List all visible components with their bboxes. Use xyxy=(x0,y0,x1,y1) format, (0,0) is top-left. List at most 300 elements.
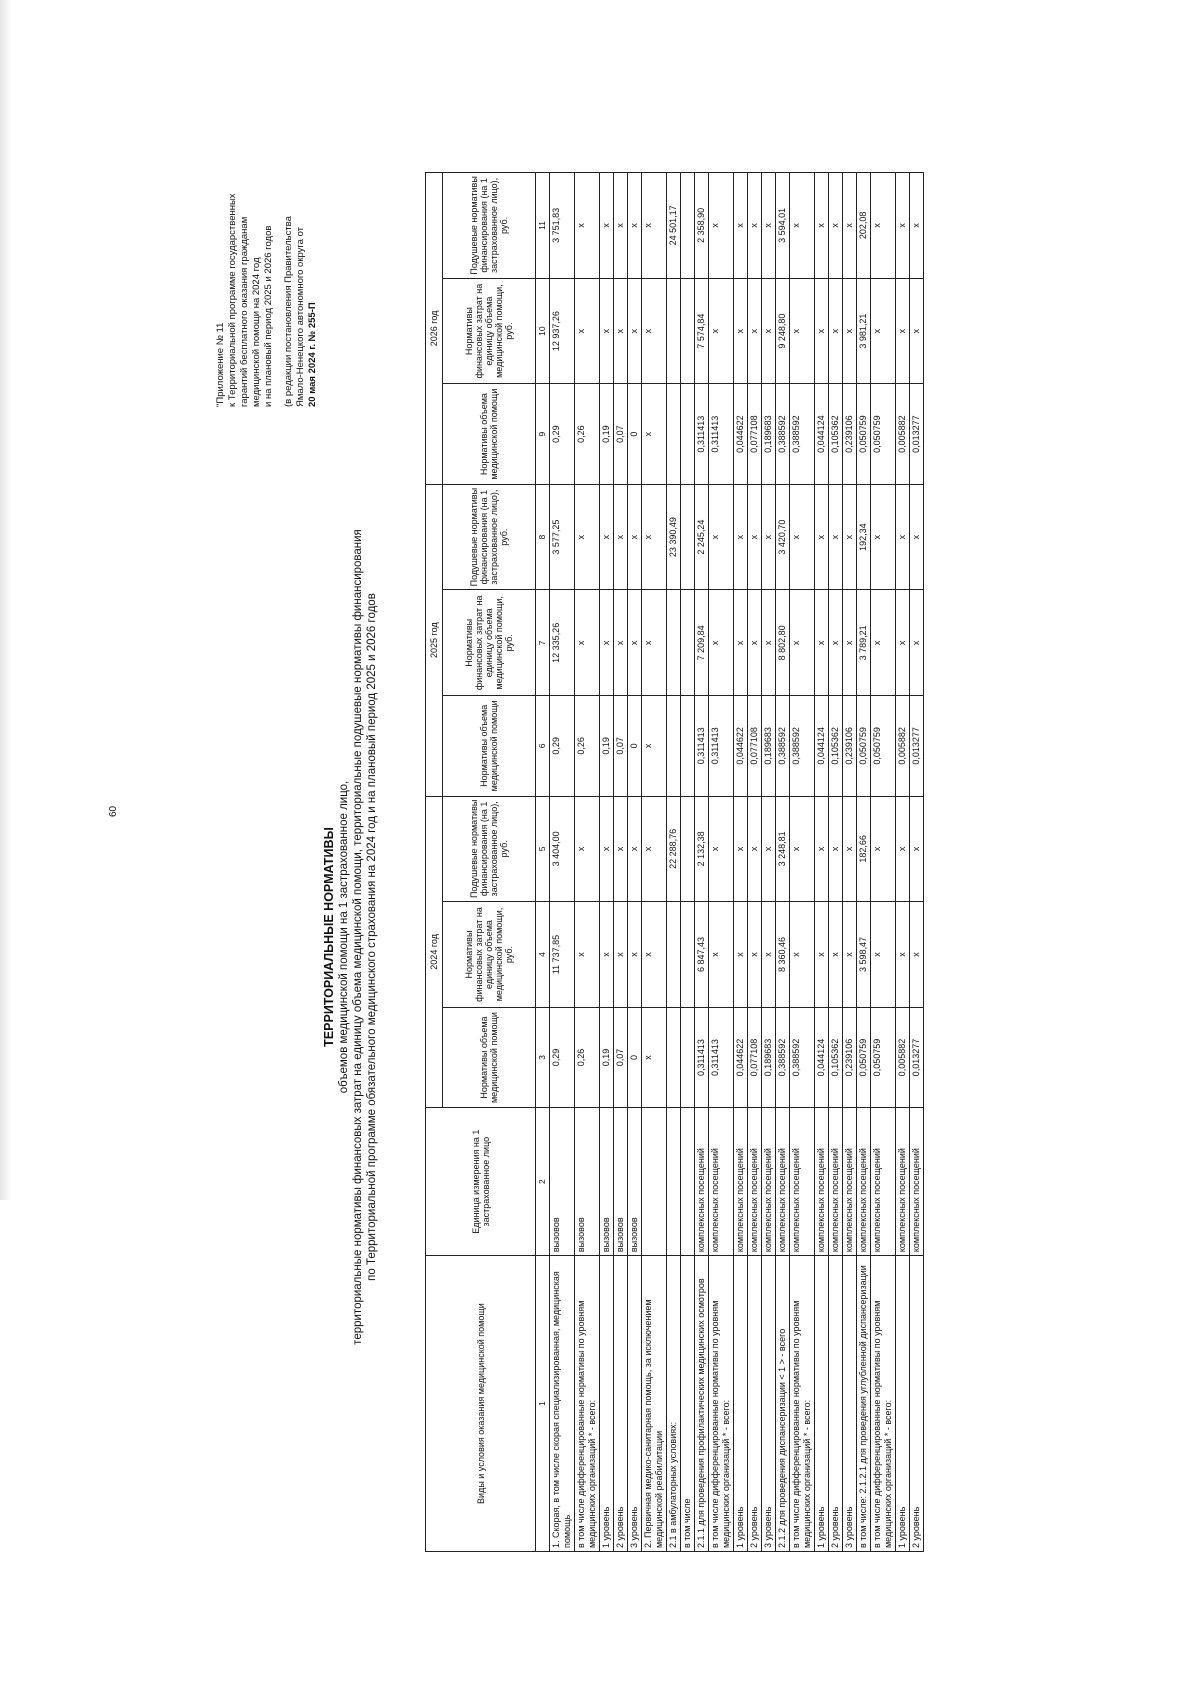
value-cell xyxy=(667,590,681,696)
value-cell: 0,050759 xyxy=(857,384,871,484)
value-cell: 0,26 xyxy=(575,696,600,796)
value-cell xyxy=(681,696,695,796)
value-cell: х xyxy=(910,484,924,590)
value-cell: х xyxy=(600,173,614,279)
value-cell: х xyxy=(614,484,628,590)
value-cell: х xyxy=(843,278,857,384)
row-label-cell: 3 уровень xyxy=(843,1256,857,1552)
table-row xyxy=(709,173,734,1552)
appendix-line: гарантий бесплатного оказания гражданам xyxy=(239,216,250,407)
appendix-line: к Территориальной программе государственных xyxy=(227,193,238,407)
header-year: 2025 год xyxy=(426,484,443,796)
value-cell: 0,050759 xyxy=(857,696,871,796)
value-cell: 0,311413 xyxy=(695,384,709,484)
unit-cell: комплексных посещений xyxy=(843,1108,857,1256)
value-cell: 0,005882 xyxy=(896,1007,910,1107)
value-cell: х xyxy=(896,278,910,384)
unit-cell: вызовов xyxy=(600,1108,614,1256)
value-cell: 0,105362 xyxy=(829,696,843,796)
value-cell: х xyxy=(762,590,776,696)
value-cell: 0,044622 xyxy=(734,384,748,484)
edition-line: (в редакции постановления Правительства xyxy=(283,216,294,407)
header-cost: Нормативы финансовых затрат на единицу объема медицинской помощи, руб. xyxy=(443,278,536,384)
value-cell: х xyxy=(829,796,843,902)
value-cell: х xyxy=(748,278,762,384)
table-row xyxy=(575,173,600,1552)
value-cell: х xyxy=(614,590,628,696)
value-cell: 182,66 xyxy=(857,796,871,902)
value-cell: х xyxy=(642,173,667,279)
header-per-capita: Подушевые нормативы финансирования (на 1 застрахованное лицо), руб. xyxy=(443,796,536,902)
table-row xyxy=(790,173,815,1552)
value-cell: х xyxy=(614,902,628,1008)
unit-cell: комплексных посещений xyxy=(857,1108,871,1256)
value-cell: х xyxy=(734,902,748,1008)
value-cell: 0,388592 xyxy=(790,384,815,484)
row-label-cell: в том числе xyxy=(681,1256,695,1552)
value-cell xyxy=(681,1007,695,1107)
header-volume: Нормативы объема медицинской помощи xyxy=(443,384,536,484)
value-cell: 0,013277 xyxy=(910,384,924,484)
value-cell: х xyxy=(614,173,628,279)
value-cell: х xyxy=(642,796,667,902)
value-cell: х xyxy=(628,902,642,1008)
row-label-cell: 2.1.1 для проведения профилактических медицинских осмотров xyxy=(695,1256,709,1552)
table-row xyxy=(600,173,614,1552)
unit-cell: комплексных посещений xyxy=(790,1108,815,1256)
value-cell: х xyxy=(790,484,815,590)
table-row xyxy=(910,173,924,1552)
row-label-cell: 2 уровень xyxy=(614,1256,628,1552)
value-cell: 0,07 xyxy=(614,1007,628,1107)
value-cell: х xyxy=(642,484,667,590)
value-cell: х xyxy=(910,796,924,902)
table-row xyxy=(871,173,896,1552)
subtitle-line: объемов медицинской помощи на 1 застрахованное лицо, xyxy=(338,780,350,1094)
value-cell: 7 574,84 xyxy=(695,278,709,384)
value-cell: 3 789,21 xyxy=(857,590,871,696)
value-cell: 0 xyxy=(628,384,642,484)
value-cell: 3 420,70 xyxy=(776,484,790,590)
unit-cell: комплексных посещений xyxy=(695,1108,709,1256)
value-cell: 0,013277 xyxy=(910,1007,924,1107)
value-cell: 0,26 xyxy=(575,1007,600,1107)
column-number: 11 xyxy=(536,173,550,279)
value-cell: х xyxy=(843,173,857,279)
value-cell: х xyxy=(790,173,815,279)
value-cell: х xyxy=(734,173,748,279)
value-cell: 0,388592 xyxy=(776,1007,790,1107)
column-numbers-row xyxy=(536,173,550,1552)
value-cell: 0,29 xyxy=(550,384,575,484)
value-cell: 0 xyxy=(628,1007,642,1107)
table-row xyxy=(667,173,681,1552)
value-cell: 2 132,38 xyxy=(695,796,709,902)
value-cell: х xyxy=(748,590,762,696)
value-cell: х xyxy=(762,484,776,590)
row-label-cell: 2.1.2 для проведения диспансеризации < 1 > - всего xyxy=(776,1256,790,1552)
table-row xyxy=(695,173,709,1552)
value-cell: х xyxy=(614,796,628,902)
value-cell xyxy=(681,173,695,279)
row-label-cell: 2. Первичная медико-санитарная помощь, за исключением медицинской реабилитации xyxy=(642,1256,667,1552)
value-cell: х xyxy=(709,796,734,902)
value-cell: 3 577,25 xyxy=(550,484,575,590)
value-cell: х xyxy=(815,796,829,902)
value-cell: 6 847,43 xyxy=(695,902,709,1008)
row-label-cell: 1 уровень xyxy=(815,1256,829,1552)
value-cell: 0,19 xyxy=(600,696,614,796)
table-row xyxy=(815,173,829,1552)
row-label-cell: 2.1 в амбулаторных условиях: xyxy=(667,1256,681,1552)
value-cell: 0,311413 xyxy=(709,696,734,796)
row-label-cell: 1 уровень xyxy=(734,1256,748,1552)
value-cell: х xyxy=(628,796,642,902)
value-cell: 8 360,46 xyxy=(776,902,790,1008)
appendix-line: медицинской помощи на 2024 год xyxy=(251,257,262,407)
header-unit: Единица измерения на 1 застрахованное лицо xyxy=(426,1108,536,1256)
value-cell: х xyxy=(829,278,843,384)
row-label-cell: 2 уровень xyxy=(910,1256,924,1552)
value-cell: 2 245,24 xyxy=(695,484,709,590)
value-cell: 12 335,26 xyxy=(550,590,575,696)
value-cell: х xyxy=(642,696,667,796)
value-cell: 3 981,21 xyxy=(857,278,871,384)
appendix-line: и на плановый период 2025 и 2026 годов xyxy=(263,225,274,407)
value-cell: х xyxy=(815,278,829,384)
value-cell: 192,34 xyxy=(857,484,871,590)
value-cell: х xyxy=(829,590,843,696)
value-cell: х xyxy=(628,484,642,590)
value-cell: х xyxy=(709,590,734,696)
value-cell: х xyxy=(600,796,614,902)
table-row xyxy=(829,173,843,1552)
column-number: 4 xyxy=(536,902,550,1008)
table-row xyxy=(843,173,857,1552)
appendix-line: "Приложение № 11 xyxy=(215,322,226,407)
table-row xyxy=(550,173,575,1552)
value-cell: 0,077108 xyxy=(748,696,762,796)
table-row xyxy=(896,173,910,1552)
page-number: 60 xyxy=(108,805,119,817)
value-cell: 0,388592 xyxy=(776,696,790,796)
value-cell: х xyxy=(600,902,614,1008)
header-cost: Нормативы финансовых затрат на единицу объема медицинской помощи, руб. xyxy=(443,590,536,696)
value-cell: х xyxy=(843,796,857,902)
value-cell: 0,044622 xyxy=(734,1007,748,1107)
value-cell: х xyxy=(748,902,762,1008)
unit-cell: комплексных посещений xyxy=(829,1108,843,1256)
row-label-cell: 3 уровень xyxy=(762,1256,776,1552)
value-cell: х xyxy=(748,484,762,590)
value-cell xyxy=(681,384,695,484)
table-row xyxy=(681,173,695,1552)
value-cell: 0,050759 xyxy=(871,1007,896,1107)
unit-cell xyxy=(667,1108,681,1256)
header-kinds: Виды и условия оказания медицинской помощи xyxy=(426,1256,536,1552)
row-label-cell: 2 уровень xyxy=(748,1256,762,1552)
value-cell: 23 390,49 xyxy=(667,484,681,590)
value-cell: х xyxy=(829,902,843,1008)
value-cell: 0,189683 xyxy=(762,696,776,796)
value-cell: 0,19 xyxy=(600,1007,614,1107)
value-cell: 0,013277 xyxy=(910,696,924,796)
value-cell: 9 248,80 xyxy=(776,278,790,384)
value-cell: х xyxy=(600,278,614,384)
value-cell: х xyxy=(575,902,600,1008)
value-cell xyxy=(667,902,681,1008)
header-year: 2026 год xyxy=(426,173,443,485)
header-per-capita: Подушевые нормативы финансирования (на 1 застрахованное лицо), руб. xyxy=(443,484,536,590)
value-cell: х xyxy=(829,173,843,279)
value-cell: 7 209,84 xyxy=(695,590,709,696)
value-cell: 0,050759 xyxy=(871,384,896,484)
value-cell: 0 xyxy=(628,696,642,796)
value-cell: 3 598,47 xyxy=(857,902,871,1008)
value-cell: х xyxy=(734,484,748,590)
value-cell xyxy=(681,590,695,696)
column-number: 6 xyxy=(536,696,550,796)
value-cell: х xyxy=(628,173,642,279)
unit-cell: комплексных посещений xyxy=(709,1108,734,1256)
value-cell: 12 937,26 xyxy=(550,278,575,384)
header-volume: Нормативы объема медицинской помощи xyxy=(443,1007,536,1107)
value-cell: х xyxy=(871,278,896,384)
value-cell: х xyxy=(642,278,667,384)
value-cell: 0,077108 xyxy=(748,1007,762,1107)
value-cell: х xyxy=(790,902,815,1008)
value-cell: х xyxy=(600,590,614,696)
unit-cell: вызовов xyxy=(614,1108,628,1256)
value-cell: 0,311413 xyxy=(695,1007,709,1107)
unit-cell: комплексных посещений xyxy=(896,1108,910,1256)
value-cell xyxy=(667,1007,681,1107)
unit-cell: комплексных посещений xyxy=(776,1108,790,1256)
row-label-cell: 3 уровень xyxy=(628,1256,642,1552)
table-row xyxy=(748,173,762,1552)
value-cell xyxy=(681,796,695,902)
subtitle-line: территориальные нормативы финансовых затрат на единицу объема медицинской помощи, территориальные подушевые нормативы финансирования xyxy=(352,529,364,1345)
value-cell: х xyxy=(600,484,614,590)
value-cell: 0,311413 xyxy=(709,1007,734,1107)
value-cell: 0,388592 xyxy=(790,696,815,796)
value-cell: х xyxy=(815,590,829,696)
table-row xyxy=(857,173,871,1552)
unit-cell: вызовов xyxy=(575,1108,600,1256)
value-cell: х xyxy=(734,590,748,696)
value-cell: х xyxy=(896,173,910,279)
column-number: 2 xyxy=(536,1108,550,1256)
value-cell: х xyxy=(871,484,896,590)
row-label-cell: в том числе дифференцированные нормативы по уровням медицинских организаций * - всего: xyxy=(871,1256,896,1552)
value-cell: 0,311413 xyxy=(695,696,709,796)
row-label-cell: в том числе дифференцированные нормативы по уровням медицинских организаций * - всего: xyxy=(575,1256,600,1552)
value-cell: 24 501,17 xyxy=(667,173,681,279)
value-cell: х xyxy=(790,590,815,696)
value-cell: 0,29 xyxy=(550,696,575,796)
value-cell: х xyxy=(628,590,642,696)
value-cell: х xyxy=(575,484,600,590)
value-cell: 0,19 xyxy=(600,384,614,484)
value-cell: х xyxy=(642,902,667,1008)
value-cell: х xyxy=(829,484,843,590)
value-cell: 0,07 xyxy=(614,696,628,796)
table-row xyxy=(614,173,628,1552)
value-cell: х xyxy=(843,902,857,1008)
value-cell: х xyxy=(871,590,896,696)
column-number: 10 xyxy=(536,278,550,384)
value-cell: 0,189683 xyxy=(762,1007,776,1107)
value-cell: х xyxy=(790,278,815,384)
column-number: 3 xyxy=(536,1007,550,1107)
value-cell: 0,044124 xyxy=(815,384,829,484)
value-cell: х xyxy=(709,484,734,590)
value-cell: 3 594,01 xyxy=(776,173,790,279)
table-body xyxy=(550,173,924,1552)
value-cell: х xyxy=(575,173,600,279)
value-cell: 0,044124 xyxy=(815,696,829,796)
table-row xyxy=(734,173,748,1552)
value-cell: 11 737,85 xyxy=(550,902,575,1008)
value-cell: х xyxy=(762,902,776,1008)
value-cell xyxy=(681,484,695,590)
value-cell: х xyxy=(843,484,857,590)
value-cell: 0,044622 xyxy=(734,696,748,796)
edition-date: 20 мая 2024 г. № 255-П xyxy=(307,302,318,407)
unit-cell: комплексных посещений xyxy=(815,1108,829,1256)
value-cell: 2 358,90 xyxy=(695,173,709,279)
value-cell: 3 404,00 xyxy=(550,796,575,902)
value-cell: 0,050759 xyxy=(857,1007,871,1107)
value-cell: х xyxy=(642,590,667,696)
value-cell: 22 288,76 xyxy=(667,796,681,902)
value-cell: х xyxy=(642,384,667,484)
value-cell: 0,26 xyxy=(575,384,600,484)
value-cell: 3 751,83 xyxy=(550,173,575,279)
value-cell: х xyxy=(642,1007,667,1107)
value-cell: х xyxy=(896,590,910,696)
value-cell: 0,29 xyxy=(550,1007,575,1107)
row-label-cell: 1 уровень xyxy=(896,1256,910,1552)
value-cell xyxy=(667,384,681,484)
document-title: ТЕРРИТОРИАЛЬНЫЕ НОРМАТИВЫ xyxy=(322,827,336,1047)
value-cell: 0,388592 xyxy=(790,1007,815,1107)
value-cell: 0,239106 xyxy=(843,384,857,484)
value-cell: х xyxy=(896,902,910,1008)
value-cell: 0,105362 xyxy=(829,384,843,484)
row-label-cell: в том числе: 2.1.2.1 для проведения углубленной диспансеризации xyxy=(857,1256,871,1552)
unit-cell: комплексных посещений xyxy=(734,1108,748,1256)
value-cell: 0,044124 xyxy=(815,1007,829,1107)
value-cell: 3 248,81 xyxy=(776,796,790,902)
column-number: 9 xyxy=(536,384,550,484)
unit-cell xyxy=(681,1108,695,1256)
value-cell: х xyxy=(628,278,642,384)
column-number: 1 xyxy=(536,1256,550,1552)
value-cell: х xyxy=(734,278,748,384)
value-cell xyxy=(667,696,681,796)
value-cell xyxy=(681,902,695,1008)
edition-line: Ямало-Ненецкого автономного округа от xyxy=(295,226,306,407)
value-cell: х xyxy=(748,796,762,902)
value-cell: х xyxy=(815,484,829,590)
value-cell: х xyxy=(734,796,748,902)
unit-cell: вызовов xyxy=(628,1108,642,1256)
value-cell xyxy=(667,278,681,384)
value-cell: х xyxy=(790,796,815,902)
value-cell: х xyxy=(575,796,600,902)
value-cell: 0,388592 xyxy=(776,384,790,484)
subtitle-line: по Территориальной программе обязательного медицинского страхования на 2024 год и на плановый период 2025 и 2026 годов xyxy=(366,593,378,1281)
value-cell: 0,189683 xyxy=(762,384,776,484)
appendix-note xyxy=(215,47,319,407)
value-cell: х xyxy=(910,902,924,1008)
unit-cell: комплексных посещений xyxy=(748,1108,762,1256)
value-cell: 8 802,80 xyxy=(776,590,790,696)
document-title-block xyxy=(322,317,379,1557)
value-cell: х xyxy=(871,796,896,902)
value-cell: х xyxy=(871,173,896,279)
value-cell: х xyxy=(762,796,776,902)
header-volume: Нормативы объема медицинской помощи xyxy=(443,696,536,796)
value-cell: х xyxy=(762,173,776,279)
value-cell: 0,07 xyxy=(614,384,628,484)
row-label-cell: 2 уровень xyxy=(829,1256,843,1552)
column-number: 8 xyxy=(536,484,550,590)
value-cell: х xyxy=(614,278,628,384)
value-cell: 202,08 xyxy=(857,173,871,279)
value-cell xyxy=(681,278,695,384)
table-row xyxy=(762,173,776,1552)
value-cell: х xyxy=(896,484,910,590)
value-cell: х xyxy=(843,590,857,696)
value-cell: 0,239106 xyxy=(843,1007,857,1107)
value-cell: х xyxy=(896,796,910,902)
table-row xyxy=(628,173,642,1552)
value-cell: 0,239106 xyxy=(843,696,857,796)
unit-cell: комплексных посещений xyxy=(762,1108,776,1256)
value-cell: х xyxy=(575,590,600,696)
column-number: 7 xyxy=(536,590,550,696)
unit-cell xyxy=(642,1108,667,1256)
unit-cell: комплексных посещений xyxy=(871,1108,896,1256)
table-row xyxy=(776,173,790,1552)
value-cell: х xyxy=(762,278,776,384)
row-label-cell: в том числе дифференцированные нормативы по уровням медицинских организаций * - всего: xyxy=(709,1256,734,1552)
value-cell: 0,050759 xyxy=(871,696,896,796)
value-cell: 0,105362 xyxy=(829,1007,843,1107)
value-cell: 0,077108 xyxy=(748,384,762,484)
value-cell: 0,005882 xyxy=(896,696,910,796)
value-cell: х xyxy=(709,173,734,279)
header-year: 2024 год xyxy=(426,796,443,1108)
row-label-cell: в том числе дифференцированные нормативы по уровням медицинских организаций * - всего: xyxy=(790,1256,815,1552)
row-label-cell: 1 уровень xyxy=(600,1256,614,1552)
unit-cell: вызовов xyxy=(550,1108,575,1256)
value-cell: х xyxy=(748,173,762,279)
value-cell: 0,311413 xyxy=(709,384,734,484)
value-cell: х xyxy=(709,902,734,1008)
value-cell: х xyxy=(709,278,734,384)
norms-table xyxy=(425,172,924,1552)
value-cell: х xyxy=(815,902,829,1008)
header-cost: Нормативы финансовых затрат на единицу объема медицинской помощи, руб. xyxy=(443,902,536,1008)
table-row xyxy=(642,173,667,1552)
row-label-cell: 1. Скорая, в том числе скорая специализированная, медицинская помощь xyxy=(550,1256,575,1552)
value-cell: х xyxy=(815,173,829,279)
header-per-capita: Подушевые нормативы финансирования (на 1 застрахованное лицо), руб. xyxy=(443,173,536,279)
value-cell: х xyxy=(910,173,924,279)
